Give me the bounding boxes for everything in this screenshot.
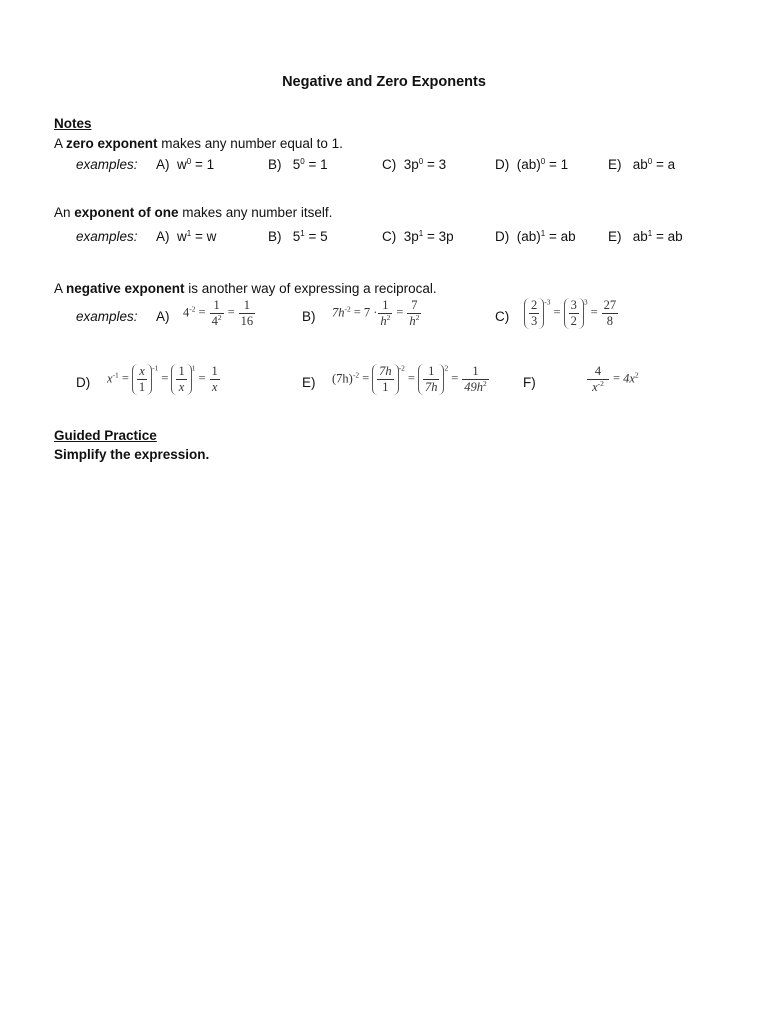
negative-example-c-math: $\frac{2}{3}$ $^{-3}$= $\frac{3}{2}$ $^3$= $\frac{27}{8}$	[524, 298, 619, 329]
negative-example-e-math: $(7h)^{-2}$ = $\frac{7h}{1}$ $^{-2}$= $\frac{1}{7h}$ $^2$= $\frac{1}{49h^2}$	[332, 363, 487, 394]
negative-example-b-math: $7h^{-2} = 7$ · $\frac{1}{h^2}$ = $\frac{7}{h^2}$	[332, 298, 420, 328]
zero-example-e: E) $ab^0 = a$	[608, 157, 676, 172]
zero-example-d: D) (ab)$^0$ = 1	[495, 157, 569, 172]
one-example-a: A) $w^1 = w$	[156, 229, 217, 244]
notes-heading: Notes	[54, 116, 92, 131]
zero-exponent-rule: A zero exponent makes any number equal to 1.	[54, 136, 343, 151]
negative-example-f-math: $\frac{4}{x^{-2}}$ = $4x^2$	[586, 364, 639, 395]
zero-example-b: B) $5^0 = 1$	[268, 157, 328, 172]
negative-example-b-letter: B)	[302, 309, 316, 324]
negative-example-f-letter: F)	[523, 375, 536, 390]
negative-example-d-math: $x^{-1}$ = $\frac{x}{1}$ $^{-1}$= $\frac{1}{x}$ $^1$= $\frac{1}{x}$	[107, 363, 218, 394]
zero-example-c: C) $3p^0 = 3$	[382, 157, 447, 172]
examples-label: examples:	[76, 229, 138, 244]
negative-example-d-letter: D)	[76, 375, 91, 390]
one-example-b: B) $5^1 = 5$	[268, 229, 328, 244]
examples-label: examples:	[76, 309, 138, 324]
negative-example-a-math: $4^{-2}$ = $\frac{1}{4^2}$ = $\frac{1}{16}$	[183, 298, 254, 328]
guided-practice-heading: Guided Practice	[54, 428, 157, 443]
negative-example-e-letter: E)	[302, 375, 316, 390]
zero-example-a: A) $w^0 = 1$	[156, 157, 215, 172]
negative-example-c-letter: C)	[495, 309, 510, 324]
exponent-one-rule: An exponent of one makes any number itself.	[54, 205, 333, 220]
one-example-e: E) $ab^1$ = ab	[608, 229, 683, 244]
one-example-d: D) (ab)$^1$ = ab	[495, 229, 576, 244]
one-example-c: C) $3p^1 = 3p$	[382, 229, 454, 244]
examples-label: examples:	[76, 157, 138, 172]
instruction-text: Simplify the expression.	[54, 447, 210, 462]
page-title: Negative and Zero Exponents	[282, 74, 486, 90]
negative-example-a-letter: A)	[156, 309, 170, 324]
negative-exponent-rule: A negative exponent is another way of expressing a reciprocal.	[54, 281, 437, 296]
